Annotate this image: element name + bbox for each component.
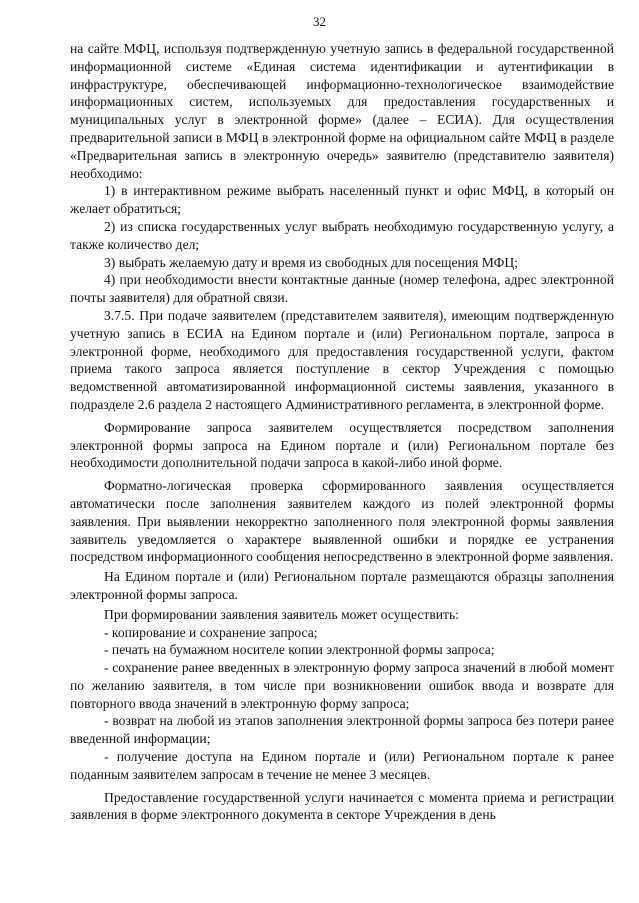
list-item-select-service: 2) из списка государственных услуг выбрать необходимую государственную услугу, а также количество дел; [70, 218, 614, 252]
list-item-print: - печать на бумажном носителе копии электронной формы запроса; [104, 642, 495, 658]
paragraph-mfc-preliminary-registration: на сайте МФЦ, используя подтвержденную учетную запись в федеральной государственной информационной системе «Единая система идентификации и аутентификации в инфраструктуре, обеспечивающей информационно-технологическое взаимодействие информационных систем, используемых для предоставления государственных и муниципальных услуг в электронной форме» (далее – ЕСИА). Для осуществления предварительной записи в МФЦ в электронной форме на официальном сайте МФЦ в разделе «Предварительная запись в электронную очередь» заявителю (представителю заявителя) необходимо: [70, 41, 614, 181]
list-item-copy-save: - копирование и сохранение запроса; [104, 624, 318, 640]
list-item-contact-data: 4) при необходимости внести контактные данные (номер телефона, адрес электронной почты заявителя) для обратной связи. [70, 272, 614, 306]
paragraph-format-check: Форматно-логическая проверка сформированного заявления осуществляется автоматически после заполнения заявителем каждого из полей электронной формы заявления. При выявлении некорректно заполненного поля электронной формы заявления заявитель уведомляется о характере выявленной ошибки и порядке ее устранения посредством информационного сообщения непосредственно в электронной форме заявления. [70, 478, 614, 565]
paragraph-service-start: Предоставление государственной услуги начинается с момента приема и регистрации заявления в форме электронного документа в секторе Учреждения в день [70, 789, 614, 823]
paragraph-section-3-7-5: 3.7.5. При подаче заявителем (представителем заявителя), имеющим подтвержденную учетную запись в ЕСИА на Едином портале и (или) Региональном портале, запроса в электронной форме, необходимого для предоставления государственной услуги, фактом приема такого запроса является поступление в сектор Учреждения с помощью ведомственной автоматизированной информационной системы заявления, указанного в подразделе 2.6 раздела 2 настоящего Административного регламента, в электронной форме. [70, 307, 614, 412]
list-item-save-values: - сохранение ранее введенных в электронную форму запроса значений в любой момент по желанию заявителя, в том числе при возникновении ошибок ввода и возврате для повторного ввода значений в электронную форму запроса; [70, 660, 614, 711]
list-item-return-step: - возврат на любой из этапов заполнения электронной формы запроса без потери ранее введенной информации; [70, 713, 614, 747]
list-item-access-requests: - получение доступа на Едином портале и (или) Региональном портале к ранее поданным заявителем запросам в течение не менее 3 месяцев. [70, 749, 614, 782]
page-number: 32 [313, 14, 326, 29]
paragraph-request-forming: Формирование запроса заявителем осуществляется посредством заполнения электронной формы запроса на Едином портале и (или) Региональном портале без необходимости дополнительной подачи запроса в какой-либо иной форме. [70, 419, 614, 471]
paragraph-form-samples: На Едином портале и (или) Региональном портале размещаются образцы заполнения электронной формы запроса. [70, 569, 614, 602]
paragraph-applicant-actions: При формировании заявления заявитель может осуществить: [104, 606, 459, 622]
list-item-select-office: 1) в интерактивном режиме выбрать населенный пункт и офис МФЦ, в который он желает обратиться; [70, 183, 614, 217]
document-body [70, 40, 614, 824]
list-item-select-date: 3) выбрать желаемую дату и время из свободных для посещения МФЦ; [104, 254, 518, 270]
